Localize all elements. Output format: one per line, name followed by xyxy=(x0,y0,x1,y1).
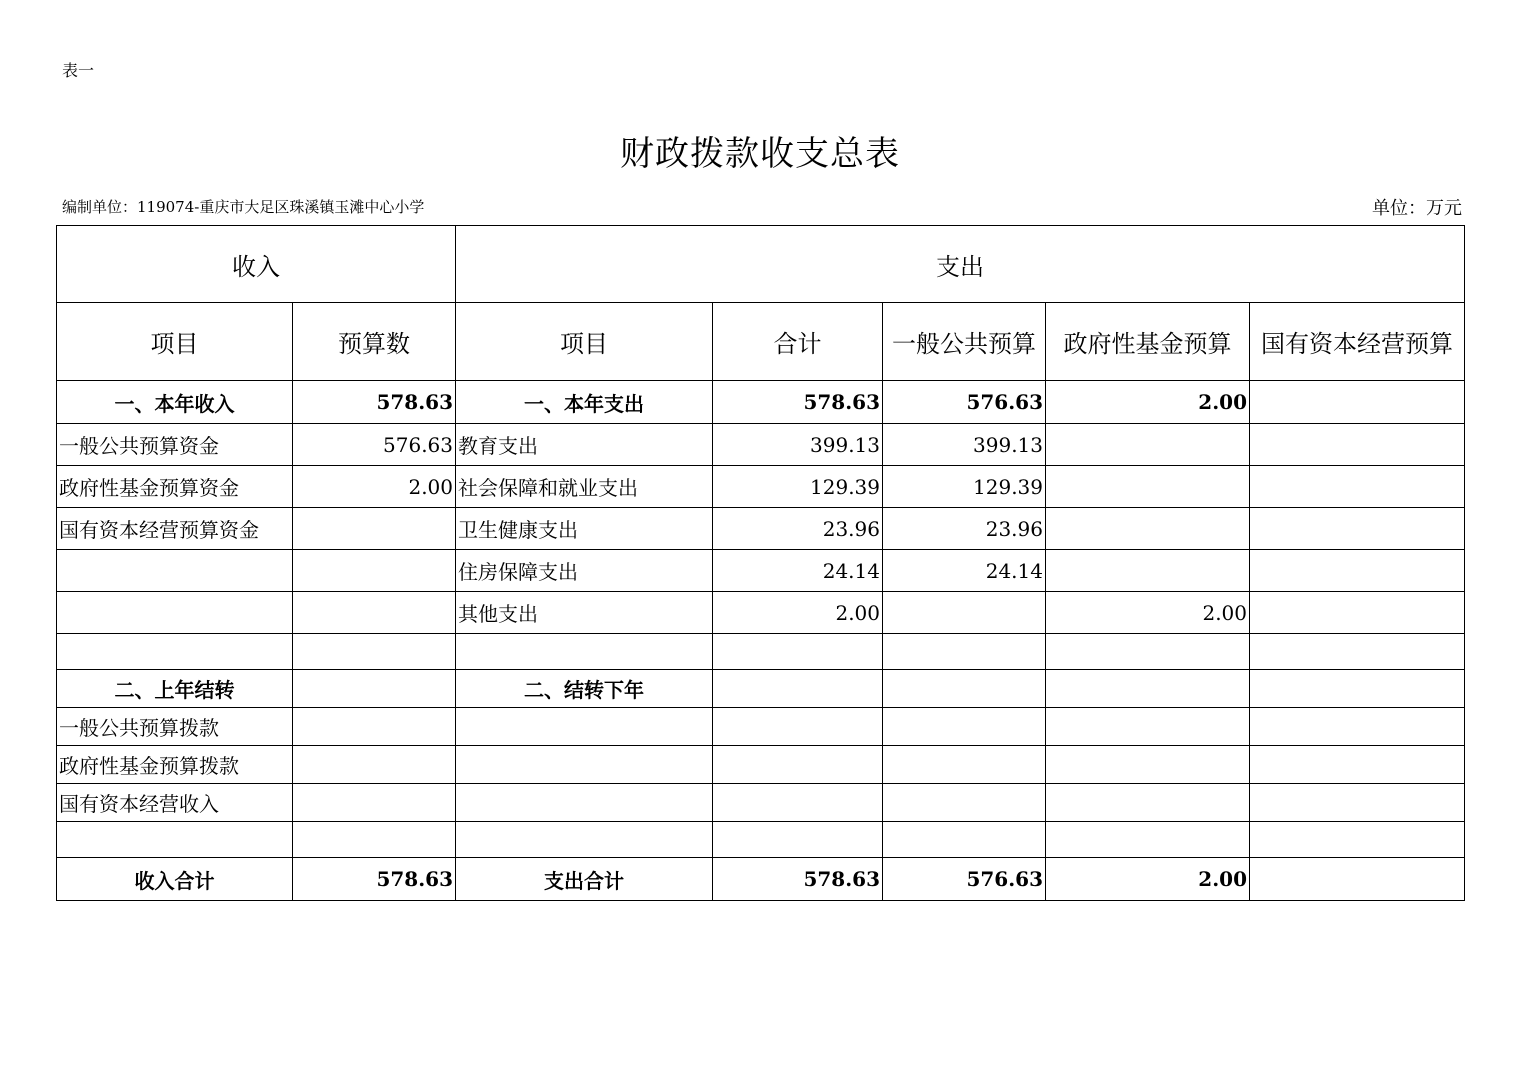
cell-income-budget xyxy=(293,822,456,858)
cell-expense-item: 一、本年支出 xyxy=(456,381,713,424)
table-row xyxy=(57,508,1465,550)
cell-gov-fund xyxy=(1046,508,1250,550)
cell-general-public xyxy=(883,634,1046,670)
cell-income-item xyxy=(57,822,293,858)
cell-gov-fund xyxy=(1046,550,1250,592)
cell-state-capital xyxy=(1250,424,1465,466)
cell-gov-fund xyxy=(1046,634,1250,670)
cell-state-capital xyxy=(1250,466,1465,508)
cell-income-budget xyxy=(293,746,456,784)
col-income-budget: 预算数 xyxy=(293,303,456,381)
cell-general-public: 576.63 xyxy=(883,381,1046,424)
table-row xyxy=(57,670,1465,708)
cell-state-capital xyxy=(1250,746,1465,784)
cell-total xyxy=(713,708,883,746)
cell-general-public: 23.96 xyxy=(883,508,1046,550)
cell-state-capital xyxy=(1250,784,1465,822)
col-expense-item: 项目 xyxy=(456,303,713,381)
cell-income-item: 国有资本经营预算资金 xyxy=(57,508,293,550)
table-row-total xyxy=(57,858,1465,901)
cell-gov-fund xyxy=(1046,784,1250,822)
cell-income-budget: 578.63 xyxy=(293,858,456,901)
cell-income-item: 收入合计 xyxy=(57,858,293,901)
cell-income-budget: 2.00 xyxy=(293,466,456,508)
cell-income-item: 国有资本经营收入 xyxy=(57,784,293,822)
cell-gov-fund: 2.00 xyxy=(1046,381,1250,424)
cell-general-public: 399.13 xyxy=(883,424,1046,466)
cell-income-budget xyxy=(293,592,456,634)
page-title: 财政拨款收支总表 xyxy=(620,134,900,174)
col-income-item: 项目 xyxy=(57,303,293,381)
cell-income-item: 二、上年结转 xyxy=(57,670,293,708)
currency-unit: 单位：万元 xyxy=(1372,198,1462,219)
cell-income-budget: 576.63 xyxy=(293,424,456,466)
table-row xyxy=(57,822,1465,858)
table-row xyxy=(57,592,1465,634)
cell-general-public xyxy=(883,746,1046,784)
cell-state-capital xyxy=(1250,634,1465,670)
cell-state-capital xyxy=(1250,858,1465,901)
cell-total xyxy=(713,634,883,670)
income-group-header: 收入 xyxy=(57,226,456,303)
cell-income-budget xyxy=(293,670,456,708)
cell-total xyxy=(713,784,883,822)
cell-income-budget xyxy=(293,708,456,746)
cell-income-item: 一、本年收入 xyxy=(57,381,293,424)
cell-income-item: 政府性基金预算资金 xyxy=(57,466,293,508)
cell-income-item: 一般公共预算资金 xyxy=(57,424,293,466)
cell-income-item xyxy=(57,592,293,634)
col-total: 合计 xyxy=(713,303,883,381)
cell-total: 578.63 xyxy=(713,381,883,424)
cell-gov-fund: 2.00 xyxy=(1046,858,1250,901)
cell-income-budget xyxy=(293,634,456,670)
cell-expense-item xyxy=(456,634,713,670)
table-row xyxy=(57,746,1465,784)
cell-total: 23.96 xyxy=(713,508,883,550)
cell-state-capital xyxy=(1250,592,1465,634)
table-row xyxy=(57,708,1465,746)
cell-total: 2.00 xyxy=(713,592,883,634)
cell-gov-fund xyxy=(1046,466,1250,508)
cell-total: 578.63 xyxy=(713,858,883,901)
cell-expense-item xyxy=(456,746,713,784)
group-header-row xyxy=(57,226,1465,303)
cell-total: 24.14 xyxy=(713,550,883,592)
table-row xyxy=(57,381,1465,424)
table-row xyxy=(57,424,1465,466)
cell-expense-item: 支出合计 xyxy=(456,858,713,901)
cell-expense-item: 住房保障支出 xyxy=(456,550,713,592)
cell-general-public xyxy=(883,708,1046,746)
cell-state-capital xyxy=(1250,670,1465,708)
cell-state-capital xyxy=(1250,508,1465,550)
cell-income-budget: 578.63 xyxy=(293,381,456,424)
cell-expense-item: 教育支出 xyxy=(456,424,713,466)
col-general-public: 一般公共预算 xyxy=(883,303,1046,381)
cell-general-public: 576.63 xyxy=(883,858,1046,901)
cell-expense-item: 二、结转下年 xyxy=(456,670,713,708)
cell-state-capital xyxy=(1250,381,1465,424)
table-label: 表一 xyxy=(62,61,95,80)
cell-income-item: 一般公共预算拨款 xyxy=(57,708,293,746)
compiling-unit: 编制单位：119074-重庆市大足区珠溪镇玉滩中心小学 xyxy=(62,198,425,216)
col-state-capital: 国有资本经营预算 xyxy=(1250,303,1465,381)
table-row xyxy=(57,466,1465,508)
cell-income-item: 政府性基金预算拨款 xyxy=(57,746,293,784)
cell-expense-item: 卫生健康支出 xyxy=(456,508,713,550)
cell-gov-fund xyxy=(1046,670,1250,708)
cell-expense-item xyxy=(456,708,713,746)
cell-general-public: 129.39 xyxy=(883,466,1046,508)
cell-expense-item: 社会保障和就业支出 xyxy=(456,466,713,508)
table-row xyxy=(57,784,1465,822)
cell-general-public xyxy=(883,670,1046,708)
cell-expense-item xyxy=(456,822,713,858)
cell-expense-item xyxy=(456,784,713,822)
cell-income-budget xyxy=(293,550,456,592)
column-header-row xyxy=(57,303,1465,381)
table-row xyxy=(57,550,1465,592)
expense-group-header: 支出 xyxy=(456,226,1465,303)
cell-gov-fund: 2.00 xyxy=(1046,592,1250,634)
cell-total xyxy=(713,670,883,708)
cell-general-public xyxy=(883,822,1046,858)
cell-general-public: 24.14 xyxy=(883,550,1046,592)
cell-income-budget xyxy=(293,508,456,550)
table-row xyxy=(57,634,1465,670)
cell-general-public xyxy=(883,784,1046,822)
cell-state-capital xyxy=(1250,708,1465,746)
cell-income-item xyxy=(57,550,293,592)
cell-gov-fund xyxy=(1046,822,1250,858)
budget-summary-table xyxy=(56,225,1465,901)
cell-general-public xyxy=(883,592,1046,634)
col-gov-fund: 政府性基金预算 xyxy=(1046,303,1250,381)
cell-state-capital xyxy=(1250,822,1465,858)
cell-gov-fund xyxy=(1046,746,1250,784)
cell-income-item xyxy=(57,634,293,670)
cell-total: 399.13 xyxy=(713,424,883,466)
cell-total xyxy=(713,746,883,784)
cell-gov-fund xyxy=(1046,424,1250,466)
cell-total: 129.39 xyxy=(713,466,883,508)
cell-total xyxy=(713,822,883,858)
cell-gov-fund xyxy=(1046,708,1250,746)
cell-income-budget xyxy=(293,784,456,822)
cell-state-capital xyxy=(1250,550,1465,592)
cell-expense-item: 其他支出 xyxy=(456,592,713,634)
